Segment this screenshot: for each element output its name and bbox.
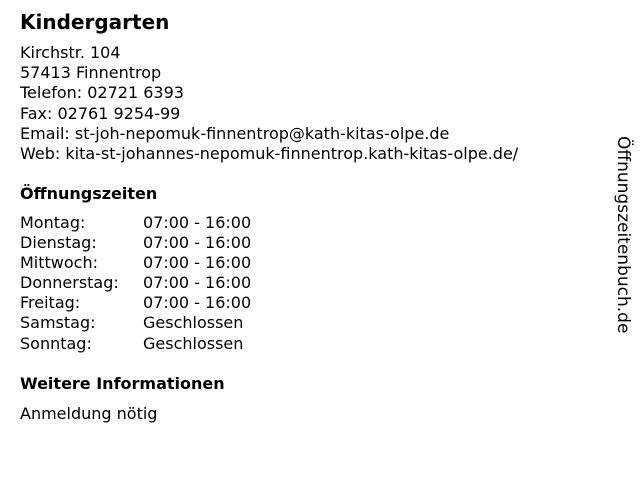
website-url: Web: kita-st-johannes-nepomuk-finnentrop.kath-kitas-olpe.de/ — [20, 144, 519, 164]
hours-row-thursday — [20, 273, 251, 293]
further-info-heading: Weitere Informationen — [20, 374, 225, 393]
time-value: 07:00 - 16:00 — [143, 213, 252, 232]
hours-row-monday — [20, 213, 251, 233]
further-info-text: Anmeldung nötig — [20, 404, 158, 423]
hours-row-wednesday — [20, 253, 251, 273]
hours-row-friday — [20, 293, 251, 313]
day-label: Sonntag: — [20, 333, 92, 353]
time-value: 07:00 - 16:00 — [143, 293, 252, 313]
email-address: Email: st-joh-nepomuk-finnentrop@kath-kitas-olpe.de — [20, 123, 450, 143]
time-value: 07:00 - 16:00 — [143, 273, 252, 293]
city-postal: 57413 Finnentrop — [20, 63, 162, 83]
day-label: Samstag: — [20, 313, 96, 333]
hours-row-saturday — [20, 313, 251, 333]
hours-row-sunday — [20, 334, 251, 354]
day-label: Donnerstag: — [20, 273, 119, 293]
fax-number: Fax: 02761 9254-99 — [20, 103, 181, 123]
hours-row-tuesday — [20, 233, 251, 253]
opening-hours-heading: Öffnungszeiten — [20, 184, 158, 203]
day-label: Dienstag: — [20, 233, 97, 253]
street-address: Kirchstr. 104 — [20, 43, 121, 62]
opening-hours-table — [20, 213, 251, 354]
time-value: 07:00 - 16:00 — [143, 233, 252, 253]
time-value: 07:00 - 16:00 — [143, 253, 252, 273]
day-label: Mittwoch: — [20, 253, 98, 273]
time-value: Geschlossen — [143, 333, 244, 353]
page-title: Kindergarten — [20, 10, 170, 34]
contact-block — [20, 43, 518, 164]
phone-number: Telefon: 02721 6393 — [20, 83, 184, 103]
day-label: Montag: — [20, 213, 86, 232]
time-value: Geschlossen — [143, 313, 244, 333]
day-label: Freitag: — [20, 293, 81, 313]
watermark-text: Öffnungszeitenbuch.de — [613, 136, 633, 334]
